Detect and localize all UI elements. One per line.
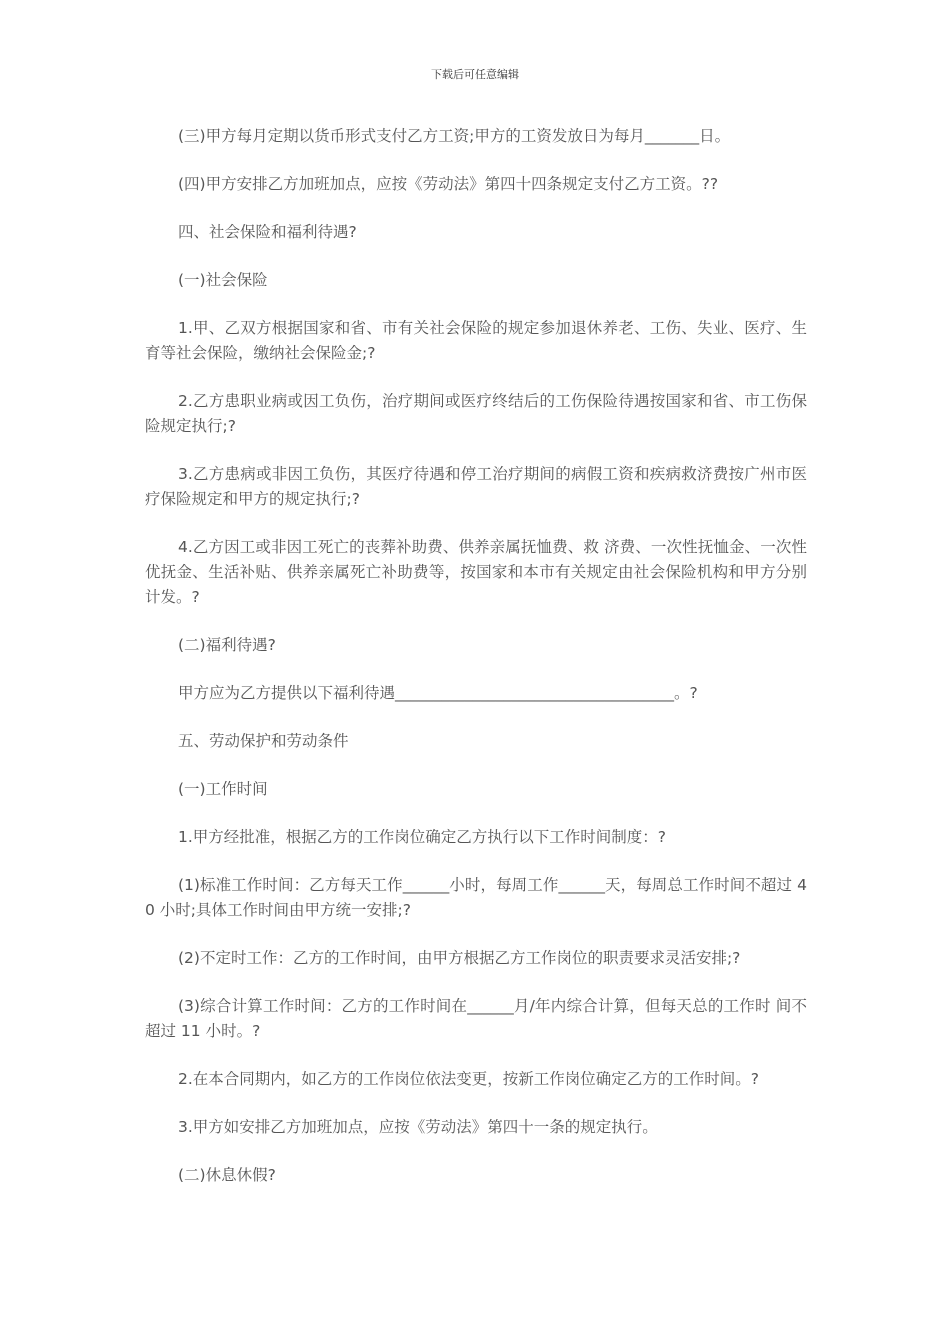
paragraph-insurance-3: 3.乙方患病或非因工负伤，其医疗待遇和停工治疗期间的病假工资和疾病救济费按广州市医疗保险规定和甲方的规定执行;? (145, 465, 807, 508)
paragraph-hours-1: 1.甲方经批准，根据乙方的工作岗位确定乙方执行以下工作时间制度：? (178, 828, 667, 846)
page-header: 下载后可任意编辑 (431, 68, 519, 81)
paragraph-insurance-1: 1.甲、乙双方根据国家和省、市有关社会保险的规定参加退休养老、工伤、失业、医疗、生育等社会保险，缴纳社会保险金;? (145, 319, 807, 362)
paragraph-insurance-4: 4.乙方因工或非因工死亡的丧葬补助费、供养亲属抚恤费、救 济费、一次性抚恤金、一次性优抚金、生活补贴、供养亲属死亡补助费等，按国家和本市有关规定由社会保险机构和甲方分别计发。? (145, 538, 807, 606)
paragraph-hours-flexible: (2)不定时工作：乙方的工作时间，由甲方根据乙方工作岗位的职责要求灵活安排;? (178, 949, 741, 967)
paragraph-hours-standard: (1)标准工作时间：乙方每天工作______小时，每周工作______天，每周总工作时间不超过 40 小时;具体工作时间由甲方统一安排;? (145, 876, 807, 919)
subsection-heading-welfare: (二)福利待遇? (178, 636, 276, 654)
subsection-heading-social-insurance: (一)社会保险 (178, 271, 268, 289)
paragraph-insurance-2: 2.乙方患职业病或因工负伤，治疗期间或医疗终结后的工伤保险待遇按国家和省、市工伤保险规定执行;? (145, 392, 807, 435)
section-heading-labor-protection: 五、劳动保护和劳动条件 (178, 732, 349, 750)
paragraph-hours-comprehensive: (3)综合计算工作时间：乙方的工作时间在______月/年内综合计算，但每天总的工作时 间不超过 11 小时。? (145, 997, 807, 1040)
document-body (145, 124, 807, 1211)
subsection-heading-working-hours: (一)工作时间 (178, 780, 268, 798)
paragraph-wage-payment: (三)甲方每月定期以货币形式支付乙方工资;甲方的工资发放日为每月_______日。 (178, 127, 731, 145)
paragraph-hours-3: 3.甲方如安排乙方加班加点，应按《劳动法》第四十一条的规定执行。 (178, 1118, 658, 1136)
section-heading-social-insurance: 四、社会保险和福利待遇? (178, 223, 357, 241)
subsection-heading-rest-leave: (二)休息休假? (178, 1166, 276, 1184)
paragraph-welfare: 甲方应为乙方提供以下福利待遇____________________________________。? (178, 684, 698, 702)
paragraph-hours-2: 2.在本合同期内，如乙方的工作岗位依法变更，按新工作岗位确定乙方的工作时间。? (178, 1070, 760, 1088)
paragraph-overtime-pay: (四)甲方安排乙方加班加点，应按《劳动法》第四十四条规定支付乙方工资。?? (178, 175, 719, 193)
